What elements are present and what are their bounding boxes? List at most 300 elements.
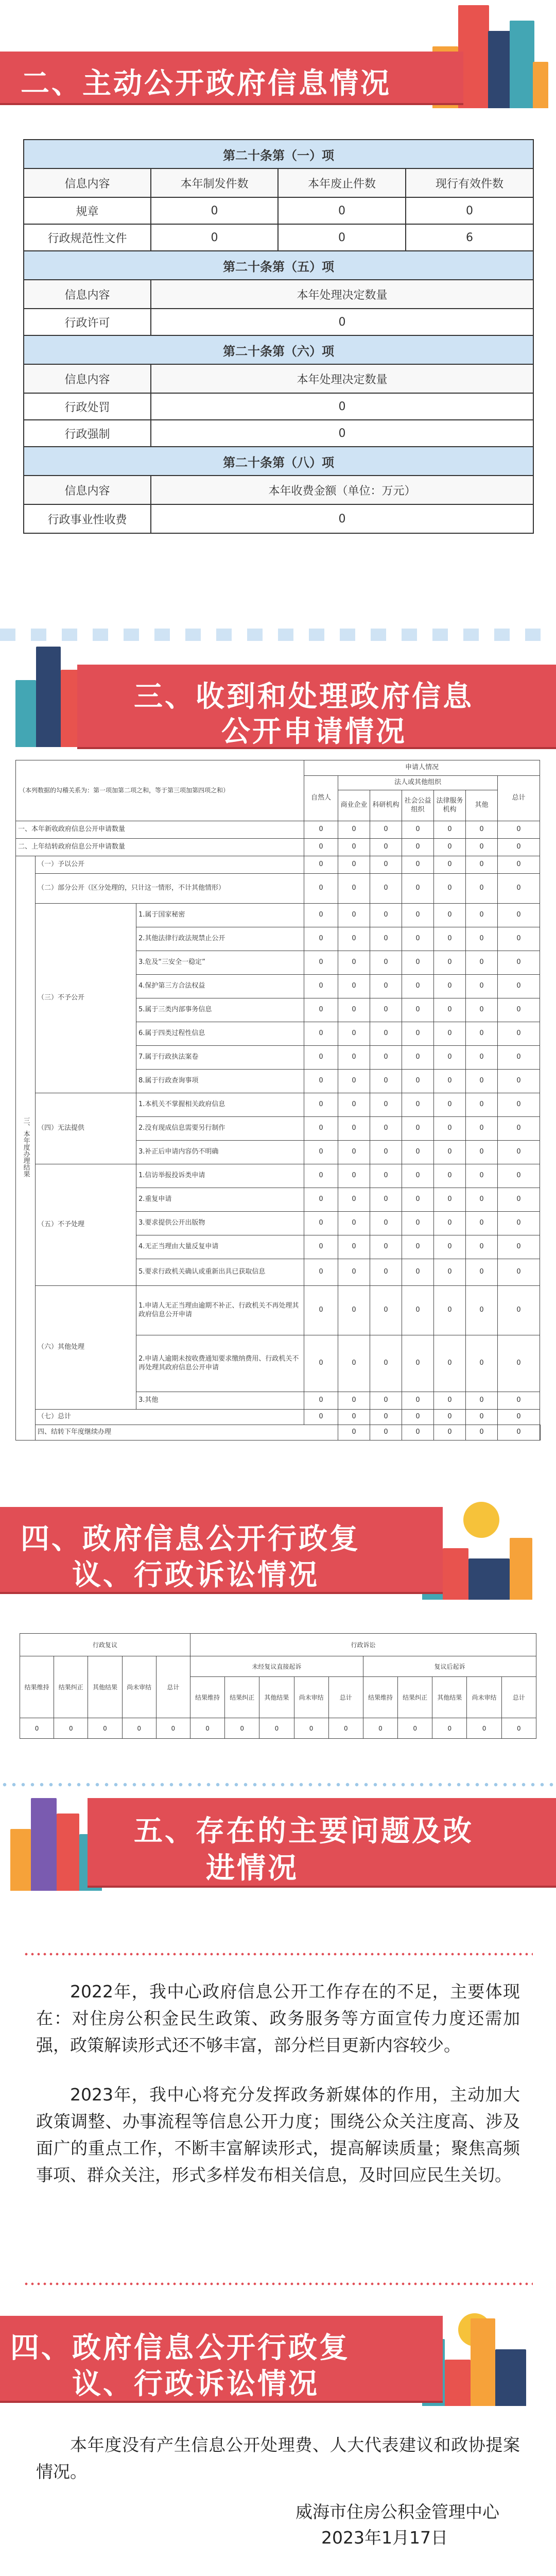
- table-cell-value: 0: [434, 1117, 466, 1141]
- table-cell-value: 0: [466, 839, 498, 856]
- table-cell-value: 0: [338, 1392, 370, 1410]
- table-cell-value: 0: [402, 821, 434, 839]
- table-cell-value: 0: [304, 856, 338, 874]
- table-cell-value: 0: [402, 1335, 434, 1392]
- col-header: 总计: [498, 776, 540, 821]
- table-band: 第二十条第（五）项: [24, 251, 533, 280]
- table-cell-value: 0: [370, 1188, 402, 1212]
- table-cell-value: 0: [338, 874, 370, 904]
- table-cell-value: 0: [338, 1410, 370, 1425]
- col-header: 未经复议直接起诉: [190, 1656, 363, 1677]
- col-header: 结果纠正: [398, 1677, 432, 1718]
- table-cell-value: 0: [370, 1164, 402, 1188]
- table-cell: 行政强制: [24, 420, 151, 447]
- table-cell-value: 0: [402, 1286, 434, 1335]
- col-header: 社会公益组织: [402, 790, 434, 821]
- table-cell-value: 0: [338, 1335, 370, 1392]
- table-cell-value: 0: [370, 1046, 402, 1070]
- table-cell-value: 0: [466, 1212, 498, 1235]
- table-cell-value: 0: [122, 1718, 156, 1739]
- table-cell-value: 0: [402, 1093, 434, 1117]
- table-cell-value: 0: [466, 874, 498, 904]
- table-cell-value: 0: [304, 1259, 338, 1286]
- dotted-border-top: [23, 1953, 533, 1956]
- section-title-line1: 三、收到和处理政府信息: [134, 680, 474, 714]
- col-header: 尚未审结: [294, 1677, 328, 1718]
- row-label: 四、结转下年度继续办理: [36, 1425, 338, 1440]
- section-title-line1: 五、存在的主要问题及改: [134, 1815, 474, 1848]
- table-cell-value: 0: [304, 1188, 338, 1212]
- table-cell-value: 0: [402, 874, 434, 904]
- table-cell: 0: [151, 504, 533, 533]
- table-cell-value: 0: [304, 927, 338, 951]
- table-cell-value: 0: [498, 1117, 540, 1141]
- table-cell-value: 0: [328, 1718, 363, 1739]
- farm-scene-svg: [0, 2545, 556, 2576]
- table-cell-value: 0: [466, 821, 498, 839]
- table-cell-value: 0: [466, 1093, 498, 1117]
- row-label: 6.属于四类过程性信息: [136, 1022, 304, 1046]
- table-cell-value: 0: [466, 975, 498, 998]
- row-group-label: （五）不予处理: [36, 1164, 136, 1286]
- row-group-label: （三）不予公开: [36, 904, 136, 1093]
- table-cell-value: 0: [338, 1235, 370, 1259]
- table-cell-value: 0: [190, 1718, 224, 1739]
- table-cell-value: 0: [259, 1718, 294, 1739]
- col-header: 其他: [466, 790, 498, 821]
- table-cell-value: 0: [402, 1392, 434, 1410]
- section-title-line2: 议、行政诉讼情况: [72, 2367, 319, 2401]
- table-cell-value: 0: [338, 1212, 370, 1235]
- table-cell-value: 0: [338, 1425, 370, 1440]
- table-cell-value: 0: [370, 1093, 402, 1117]
- table-cell-value: [540, 1425, 541, 1440]
- table-cell-value: 0: [338, 1046, 370, 1070]
- table-cell-value: 0: [370, 1259, 402, 1286]
- table-cell-value: 0: [370, 975, 402, 998]
- table-cell-value: 0: [466, 998, 498, 1022]
- table-cell-value: 0: [370, 1022, 402, 1046]
- row-label: （二）部分公开（区分处理的，只计这一情形，不计其他情形）: [36, 874, 304, 904]
- table-cell-value: 0: [498, 821, 540, 839]
- table-cell-value: 0: [304, 1117, 338, 1141]
- table-cell-value: 0: [434, 975, 466, 998]
- row-label: 1.申请人无正当理由逾期不补正、行政机关不再处理其政府信息公开申请: [136, 1286, 304, 1335]
- section-title-line2: 进情况: [206, 1852, 299, 1885]
- row-label: 8.属于行政查询事项: [136, 1070, 304, 1093]
- table-cell-value: 0: [88, 1718, 122, 1739]
- table-cell-value: 0: [498, 1286, 540, 1335]
- table-cell-value: 0: [304, 821, 338, 839]
- table-cell-value: 0: [466, 1392, 498, 1410]
- table-cell-value: 0: [402, 998, 434, 1022]
- col-header: 其他结果: [88, 1656, 122, 1718]
- col-header: 尚未审结: [122, 1656, 156, 1718]
- row-label: 1.信访举报投诉类申请: [136, 1164, 304, 1188]
- table-cell-value: 0: [466, 904, 498, 927]
- other-matters-paragraph: 本年度没有产生信息公开处理费、人大代表建议和政协提案情况。: [36, 2435, 520, 2482]
- table-cell-value: 0: [304, 1164, 338, 1188]
- table-cell-value: 0: [338, 1070, 370, 1093]
- table-cell-value: 0: [498, 1425, 540, 1440]
- col-header: 现行有效件数: [406, 168, 533, 197]
- col-header: 申请人情况: [304, 760, 540, 776]
- table-cell-value: 0: [434, 1212, 466, 1235]
- table-cell-value: 0: [338, 839, 370, 856]
- table-cell-value: 0: [498, 856, 540, 874]
- table-cell-value: 0: [434, 951, 466, 975]
- table-cell-value: 0: [338, 904, 370, 927]
- table-band: 第二十条第（六）项: [24, 335, 533, 364]
- table-cell-value: 0: [294, 1718, 328, 1739]
- table-cell-value: 0: [498, 904, 540, 927]
- table-cell-value: 0: [498, 874, 540, 904]
- section-3-banner: [0, 639, 556, 752]
- table-cell-value: 0: [498, 1093, 540, 1117]
- table-cell-value: 0: [370, 1070, 402, 1093]
- table-cell-value: 0: [338, 1141, 370, 1164]
- row-label: 二、上年结转政府信息公开申请数量: [16, 839, 304, 856]
- table-cell-value: 0: [466, 1259, 498, 1286]
- table-cell-value: 0: [466, 1022, 498, 1046]
- col-header: 商业企业: [338, 790, 370, 821]
- table-cell-value: 0: [370, 1410, 402, 1425]
- col-header: 其他结果: [259, 1677, 294, 1718]
- table-cell-value: 0: [338, 1164, 370, 1188]
- table-cell-value: 0: [434, 1141, 466, 1164]
- col-header: 本年处理决定数量: [151, 364, 533, 393]
- table-cell-value: 0: [466, 1188, 498, 1212]
- section-title-ribbon: [0, 52, 463, 103]
- table-cell-value: 0: [432, 1718, 467, 1739]
- table-cell-value: 0: [338, 1286, 370, 1335]
- table-cell-value: 0: [498, 1335, 540, 1392]
- table-cell: 0: [278, 197, 406, 224]
- col-header: 尚未审结: [467, 1677, 501, 1718]
- improvements-paragraph: 2023年，我中心将充分发挥政务新媒体的作用，主动加大政策调整、办事流程等信息公开力度；围绕公众关注度高、涉及面广的重点工作，不断丰富解读形式，提高解读质量；聚焦高频事项、群众关注，形式多样发布相关信息，及时回应民生关切。: [36, 2084, 520, 2185]
- col-header: 结果维持: [20, 1656, 54, 1718]
- table-cell-value: 0: [434, 927, 466, 951]
- table-cell-value: 0: [370, 1425, 402, 1440]
- table-cell-value: 0: [402, 1259, 434, 1286]
- table-cell-value: 0: [338, 1093, 370, 1117]
- table-cell-value: 0: [338, 951, 370, 975]
- table-cell-value: 0: [434, 821, 466, 839]
- application-table: [15, 760, 541, 1440]
- table-cell-value: 0: [370, 951, 402, 975]
- section-title-line1: 四、政府信息公开行政复: [21, 1522, 360, 1556]
- col-header: 法人或其他组织: [338, 776, 498, 790]
- problems-paragraph: 2022年，我中心政府信息公开工作存在的不足，主要体现在：对住房公积金民生政策、政务服务等方面宣传力度还需加强，政策解读形式还不够丰富，部分栏目更新内容较少。: [36, 1981, 520, 2055]
- row-label: 3.要求提供公开出版物: [136, 1212, 304, 1235]
- table-cell-value: 0: [434, 856, 466, 874]
- table-cell-value: 0: [304, 1286, 338, 1335]
- table-cell-value: 0: [156, 1718, 190, 1739]
- table-cell-value: 0: [434, 1286, 466, 1335]
- table-cell-value: 0: [498, 975, 540, 998]
- table-cell-value: 0: [498, 1212, 540, 1235]
- col-header: 本年废止件数: [278, 168, 406, 197]
- table-cell-value: 0: [434, 1070, 466, 1093]
- col-header: 信息内容: [24, 280, 151, 309]
- table-cell-value: 0: [466, 1335, 498, 1392]
- table-cell-value: 0: [304, 1410, 338, 1425]
- row-label: 4.保护第三方合法权益: [136, 975, 304, 998]
- table-cell-value: 0: [434, 839, 466, 856]
- section-title-line2: 公开申请情况: [221, 715, 407, 749]
- table-cell-value: 0: [434, 1425, 466, 1440]
- table-cell-value: 0: [434, 1259, 466, 1286]
- row-label: 5.要求行政机关确认或重新出具已获取信息: [136, 1259, 304, 1286]
- table-cell: 行政许可: [24, 309, 151, 335]
- table-cell-value: 0: [466, 1141, 498, 1164]
- table-cell-value: 0: [498, 1188, 540, 1212]
- table-cell: 0: [406, 197, 533, 224]
- table-cell-value: 0: [370, 1235, 402, 1259]
- table-cell-value: 0: [338, 998, 370, 1022]
- table-band: 第二十条第（八）项: [24, 447, 533, 476]
- table-cell-value: 0: [466, 856, 498, 874]
- table-cell-value: 0: [54, 1718, 88, 1739]
- col-header: 信息内容: [24, 168, 151, 197]
- table-cell-value: 0: [498, 1022, 540, 1046]
- table-cell-value: 0: [498, 1141, 540, 1164]
- table-cell-value: 0: [363, 1718, 397, 1739]
- table-cell-value: 0: [370, 1141, 402, 1164]
- row-group-label: [16, 856, 36, 1440]
- col-header: 总计: [156, 1656, 190, 1718]
- table-cell-value: 0: [402, 1425, 434, 1440]
- table-cell-value: 0: [466, 1070, 498, 1093]
- table-cell: 6: [406, 224, 533, 251]
- table-cell: 行政处罚: [24, 393, 151, 420]
- table-cell-value: 0: [225, 1718, 259, 1739]
- section-title-ribbon: [77, 665, 556, 747]
- row-label: 2.其他法律行政法规禁止公开: [136, 927, 304, 951]
- table-cell-value: 0: [370, 1117, 402, 1141]
- table-cell-value: 0: [498, 1164, 540, 1188]
- row-label: 5.属于三类内部事务信息: [136, 998, 304, 1022]
- row-label: 1.本机关不掌握相关政府信息: [136, 1093, 304, 1117]
- table-cell-value: 0: [434, 1410, 466, 1425]
- table-cell-value: 0: [304, 874, 338, 904]
- table-cell-value: 0: [304, 839, 338, 856]
- table-cell-value: 0: [338, 975, 370, 998]
- row-label: 2.没有现成信息需要另行制作: [136, 1117, 304, 1141]
- table-cell-value: 0: [402, 856, 434, 874]
- table-cell-value: 0: [498, 839, 540, 856]
- table-cell-value: 0: [466, 1164, 498, 1188]
- table-cell-value: 0: [434, 998, 466, 1022]
- row-label: （七）总计: [36, 1410, 304, 1425]
- col-header: 总计: [328, 1677, 363, 1718]
- table-cell-value: 0: [304, 1141, 338, 1164]
- table-cell-value: 0: [398, 1718, 432, 1739]
- table-cell-value: 0: [498, 927, 540, 951]
- table-cell-value: 0: [434, 1022, 466, 1046]
- table-cell-value: 0: [370, 998, 402, 1022]
- table-cell-value: 0: [338, 1022, 370, 1046]
- table-cell-value: 0: [498, 1235, 540, 1259]
- table-cell-value: 0: [466, 1046, 498, 1070]
- table-cell-value: 0: [498, 1046, 540, 1070]
- section-title-line1: 四、政府信息公开行政复: [10, 2331, 350, 2365]
- table-cell-value: 0: [434, 874, 466, 904]
- table-cell-value: 0: [304, 998, 338, 1022]
- table-cell-value: 0: [434, 1093, 466, 1117]
- table-cell: 0: [151, 420, 533, 447]
- table-cell-value: 0: [466, 951, 498, 975]
- col-header: 行政复议: [20, 1634, 190, 1656]
- table-cell-value: 0: [434, 1188, 466, 1212]
- col-header: 结果纠正: [54, 1656, 88, 1718]
- table-cell-value: 0: [402, 1235, 434, 1259]
- row-label: 4.无正当理由大量反复申请: [136, 1235, 304, 1259]
- table-cell-value: 0: [304, 1235, 338, 1259]
- row-label: 3.其他: [136, 1392, 304, 1410]
- table-cell-value: 0: [466, 1425, 498, 1440]
- section-title-line2: 议、行政诉讼情况: [72, 1558, 319, 1592]
- section-5-banner: [0, 1772, 556, 1891]
- table-cell-value: 0: [370, 927, 402, 951]
- table-cell-value: 0: [402, 1188, 434, 1212]
- row-label: 3.补正后申请内容仍不明确: [136, 1141, 304, 1164]
- table-cell-value: 0: [498, 1410, 540, 1425]
- table-cell-value: 0: [498, 998, 540, 1022]
- section-4-banner: [0, 1497, 556, 1600]
- table-cell: 0: [278, 224, 406, 251]
- table-cell-value: 0: [370, 1392, 402, 1410]
- col-header: 自然人: [304, 776, 338, 821]
- col-header: 科研机构: [370, 790, 402, 821]
- row-label: 2.申请人逾期未按收费通知要求缴纳费用、行政机关不再处理其政府信息公开申请: [136, 1335, 304, 1392]
- col-header: 信息内容: [24, 364, 151, 393]
- table-cell-value: 0: [466, 1410, 498, 1425]
- table-cell: 0: [151, 224, 278, 251]
- table-cell-value: 0: [338, 856, 370, 874]
- table-cell-value: 0: [501, 1718, 536, 1739]
- table-cell: 行政事业性收费: [24, 504, 151, 533]
- row-group-text: 三、本年度办理结果: [22, 1116, 30, 1177]
- dotted-border-bottom: [23, 2282, 533, 2285]
- table-band: 第二十条第（一）项: [24, 140, 533, 168]
- col-header: 本年收费金额（单位：万元）: [151, 476, 533, 504]
- table-cell-value: 0: [434, 1335, 466, 1392]
- table-cell-value: 0: [498, 1070, 540, 1093]
- organization-name: 威海市住房公积金管理中心: [296, 2502, 499, 2522]
- section-title-ribbon: [88, 1798, 556, 1886]
- table-cell-value: 0: [370, 1286, 402, 1335]
- table-cell-value: 0: [402, 839, 434, 856]
- table-cell-value: 0: [434, 1235, 466, 1259]
- section-title-ribbon: [0, 2316, 443, 2401]
- review-litigation-table: [20, 1633, 536, 1739]
- table-cell-value: 0: [402, 1022, 434, 1046]
- table-cell-value: 0: [402, 927, 434, 951]
- table-cell-value: 0: [434, 1392, 466, 1410]
- table-cell-value: 0: [338, 821, 370, 839]
- col-header: 法律服务机构: [434, 790, 466, 821]
- table-cell-value: 0: [466, 927, 498, 951]
- col-header: 信息内容: [24, 476, 151, 504]
- table-cell-value: 0: [338, 1188, 370, 1212]
- table-cell-value: 0: [304, 1212, 338, 1235]
- col-header: 结果维持: [363, 1677, 397, 1718]
- col-header: 结果纠正: [225, 1677, 259, 1718]
- table-cell-value: 0: [370, 856, 402, 874]
- proactive-disclosure-tables: [23, 139, 533, 534]
- section-title-ribbon: [0, 1507, 443, 1592]
- table-cell-value: 0: [370, 821, 402, 839]
- row-label: 3.危及“三安全一稳定”: [136, 951, 304, 975]
- table-cell-value: 0: [466, 1286, 498, 1335]
- table-cell: 0: [151, 197, 278, 224]
- table-cell-value: 0: [304, 1335, 338, 1392]
- table-cell: 0: [151, 393, 533, 420]
- row-label: （一）予以公开: [36, 856, 304, 874]
- table-cell-value: 0: [304, 1392, 338, 1410]
- col-header: 结果维持: [190, 1677, 224, 1718]
- table-cell-value: 0: [304, 1070, 338, 1093]
- table-cell-value: 0: [498, 1392, 540, 1410]
- table-cell: 行政规范性文件: [24, 224, 151, 251]
- col-header: 本年制发件数: [151, 168, 278, 197]
- row-label: 1.属于国家秘密: [136, 904, 304, 927]
- table-cell-value: 0: [304, 975, 338, 998]
- table-note: （本列数据的勾稽关系为：第一项加第二项之和，等于第三项加第四项之和）: [16, 760, 304, 821]
- table-cell-value: 0: [304, 1093, 338, 1117]
- row-label: 2.重复申请: [136, 1188, 304, 1212]
- table-cell-value: 0: [304, 1046, 338, 1070]
- table-cell: 0: [151, 309, 533, 335]
- table-cell: 规章: [24, 197, 151, 224]
- table-cell-value: 0: [370, 904, 402, 927]
- row-group-label: （六）其他处理: [36, 1286, 136, 1410]
- row-label: 一、本年新收政府信息公开申请数量: [16, 821, 304, 839]
- dot-divider: [0, 1783, 556, 1787]
- table-cell-value: 0: [434, 1164, 466, 1188]
- table-cell-value: 0: [402, 975, 434, 998]
- table-cell-value: 0: [370, 1212, 402, 1235]
- col-header: 本年处理决定数量: [151, 280, 533, 309]
- col-header: 行政诉讼: [190, 1634, 536, 1656]
- table-cell-value: 0: [370, 1335, 402, 1392]
- table-cell-value: 0: [304, 951, 338, 975]
- table-cell-value: 0: [434, 904, 466, 927]
- table-cell-value: 0: [402, 1212, 434, 1235]
- table-cell-value: 0: [402, 951, 434, 975]
- table-cell-value: 0: [402, 1164, 434, 1188]
- table-cell-value: 0: [338, 927, 370, 951]
- col-header: 复议后起诉: [363, 1656, 536, 1677]
- table-cell-value: 0: [338, 1259, 370, 1286]
- table-cell-value: 0: [370, 839, 402, 856]
- table-cell-value: 0: [338, 1117, 370, 1141]
- report-date: 2023年1月17日: [321, 2528, 448, 2548]
- table-cell-value: 0: [304, 1022, 338, 1046]
- row-label: 7.属于行政执法案卷: [136, 1046, 304, 1070]
- table-cell-value: 0: [370, 874, 402, 904]
- table-cell-value: 0: [498, 951, 540, 975]
- table-cell-value: 0: [402, 1141, 434, 1164]
- table-cell-value: 0: [402, 1070, 434, 1093]
- section-2-banner: [0, 0, 556, 111]
- table-cell-value: 0: [434, 1046, 466, 1070]
- table-cell-value: 0: [466, 1117, 498, 1141]
- table-cell-value: 0: [402, 1046, 434, 1070]
- table-cell-value: 0: [402, 904, 434, 927]
- section-title: 二、主动公开政府信息情况: [21, 67, 391, 100]
